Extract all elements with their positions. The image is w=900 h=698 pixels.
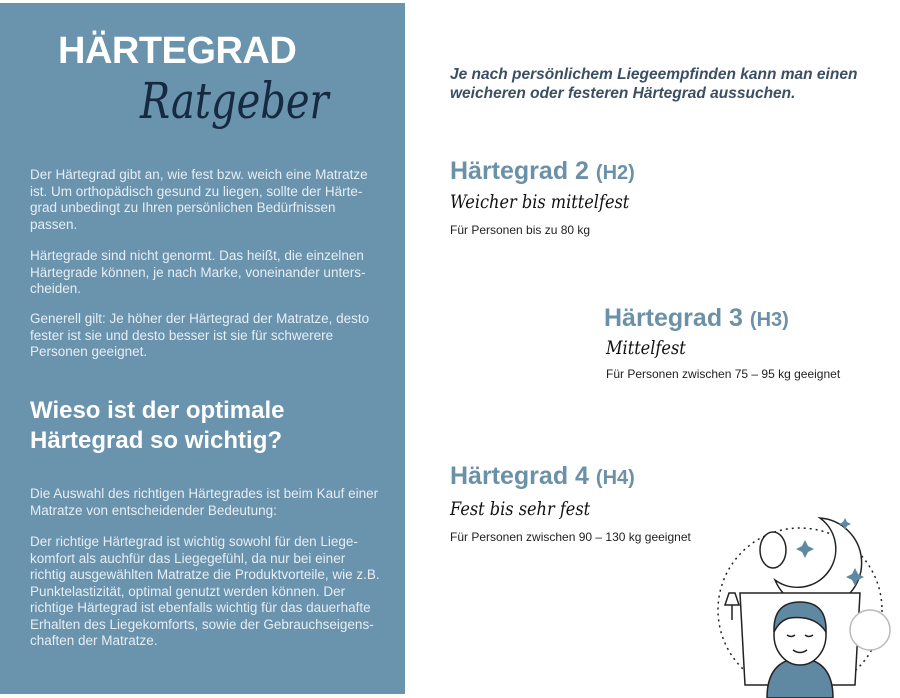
paragraph: Der Härtegrad gibt an, wie fest bzw. weich eine Matratze ist. Um orthopädisch gesund zu liegen, sollte der Härte-grad unbedingt zu Ihren persönlichen Bedürfnissen passen.: [30, 167, 368, 232]
page-subtitle: Ratgeber: [140, 72, 329, 130]
grade-name: Härtegrad 4: [450, 462, 589, 490]
section-heading: Wieso ist der optimale Härtegrad so wichtig?: [30, 397, 285, 454]
grade-h4-firmness: Fest bis sehr fest: [450, 498, 591, 520]
grade-h3-firmness: Mittelfest: [606, 337, 686, 359]
owl-icon: [760, 532, 786, 568]
grade-h4-title: [450, 462, 635, 491]
lamp-icon: [725, 593, 739, 620]
paragraph: Generell gilt: Je höher der Härtegrad der Matratze, desto fester ist sie und desto besser ist sie für schwerere Personen geeignet.: [30, 311, 370, 359]
grade-h3-persons: Für Personen zwischen 75 – 95 kg geeignet: [606, 367, 841, 381]
grade-h2-persons: Für Personen bis zu 80 kg: [450, 223, 591, 237]
paragraph: Härtegrade sind nicht genormt. Das heißt, die einzelnen Härtegrade können, je nach Marke, voneinander unters-cheiden.: [30, 248, 366, 296]
sleeping-person-icon: [705, 510, 895, 698]
page-title: HÄRTEGRAD: [58, 30, 297, 72]
paragraph: Die Auswahl des richtigen Härtegrades ist beim Kauf einer Matratze von entscheidender Bedeutung:: [30, 486, 379, 518]
grade-h3-title: [604, 304, 789, 333]
grade-code: (H2): [595, 162, 635, 184]
grade-h2-title: [450, 157, 635, 186]
grade-code: (H3): [749, 309, 789, 331]
paragraph: Der richtige Härtegrad ist wichtig sowohl für den Liege-komfort als auchfür das Liegegefühl, da nur bei einer richtig ausgewählten Matratze die Produktvorteile, wie z.B. Punktelastizität, optimal genutzt werden können. Der richtige Härtegrad ist ebenfalls wichtig für das dauerhafte Erhalten des Liegekomforts, sowie der Gebrauchseigens-chaften der Matratze.: [30, 534, 380, 648]
grade-h2-firmness: Weicher bis mittelfest: [450, 191, 630, 213]
grade-code: (H4): [595, 467, 635, 489]
grade-name: Härtegrad 3: [604, 304, 743, 332]
grade-h4-persons: Für Personen zwischen 90 – 130 kg geeignet: [450, 530, 691, 544]
grade-name: Härtegrad 2: [450, 157, 589, 185]
intro-text: Je nach persönlichem Liegeempfinden kann man einen weicheren oder festeren Härtegrad aussuchen.: [450, 66, 858, 102]
alarm-clock-icon: [850, 610, 890, 650]
